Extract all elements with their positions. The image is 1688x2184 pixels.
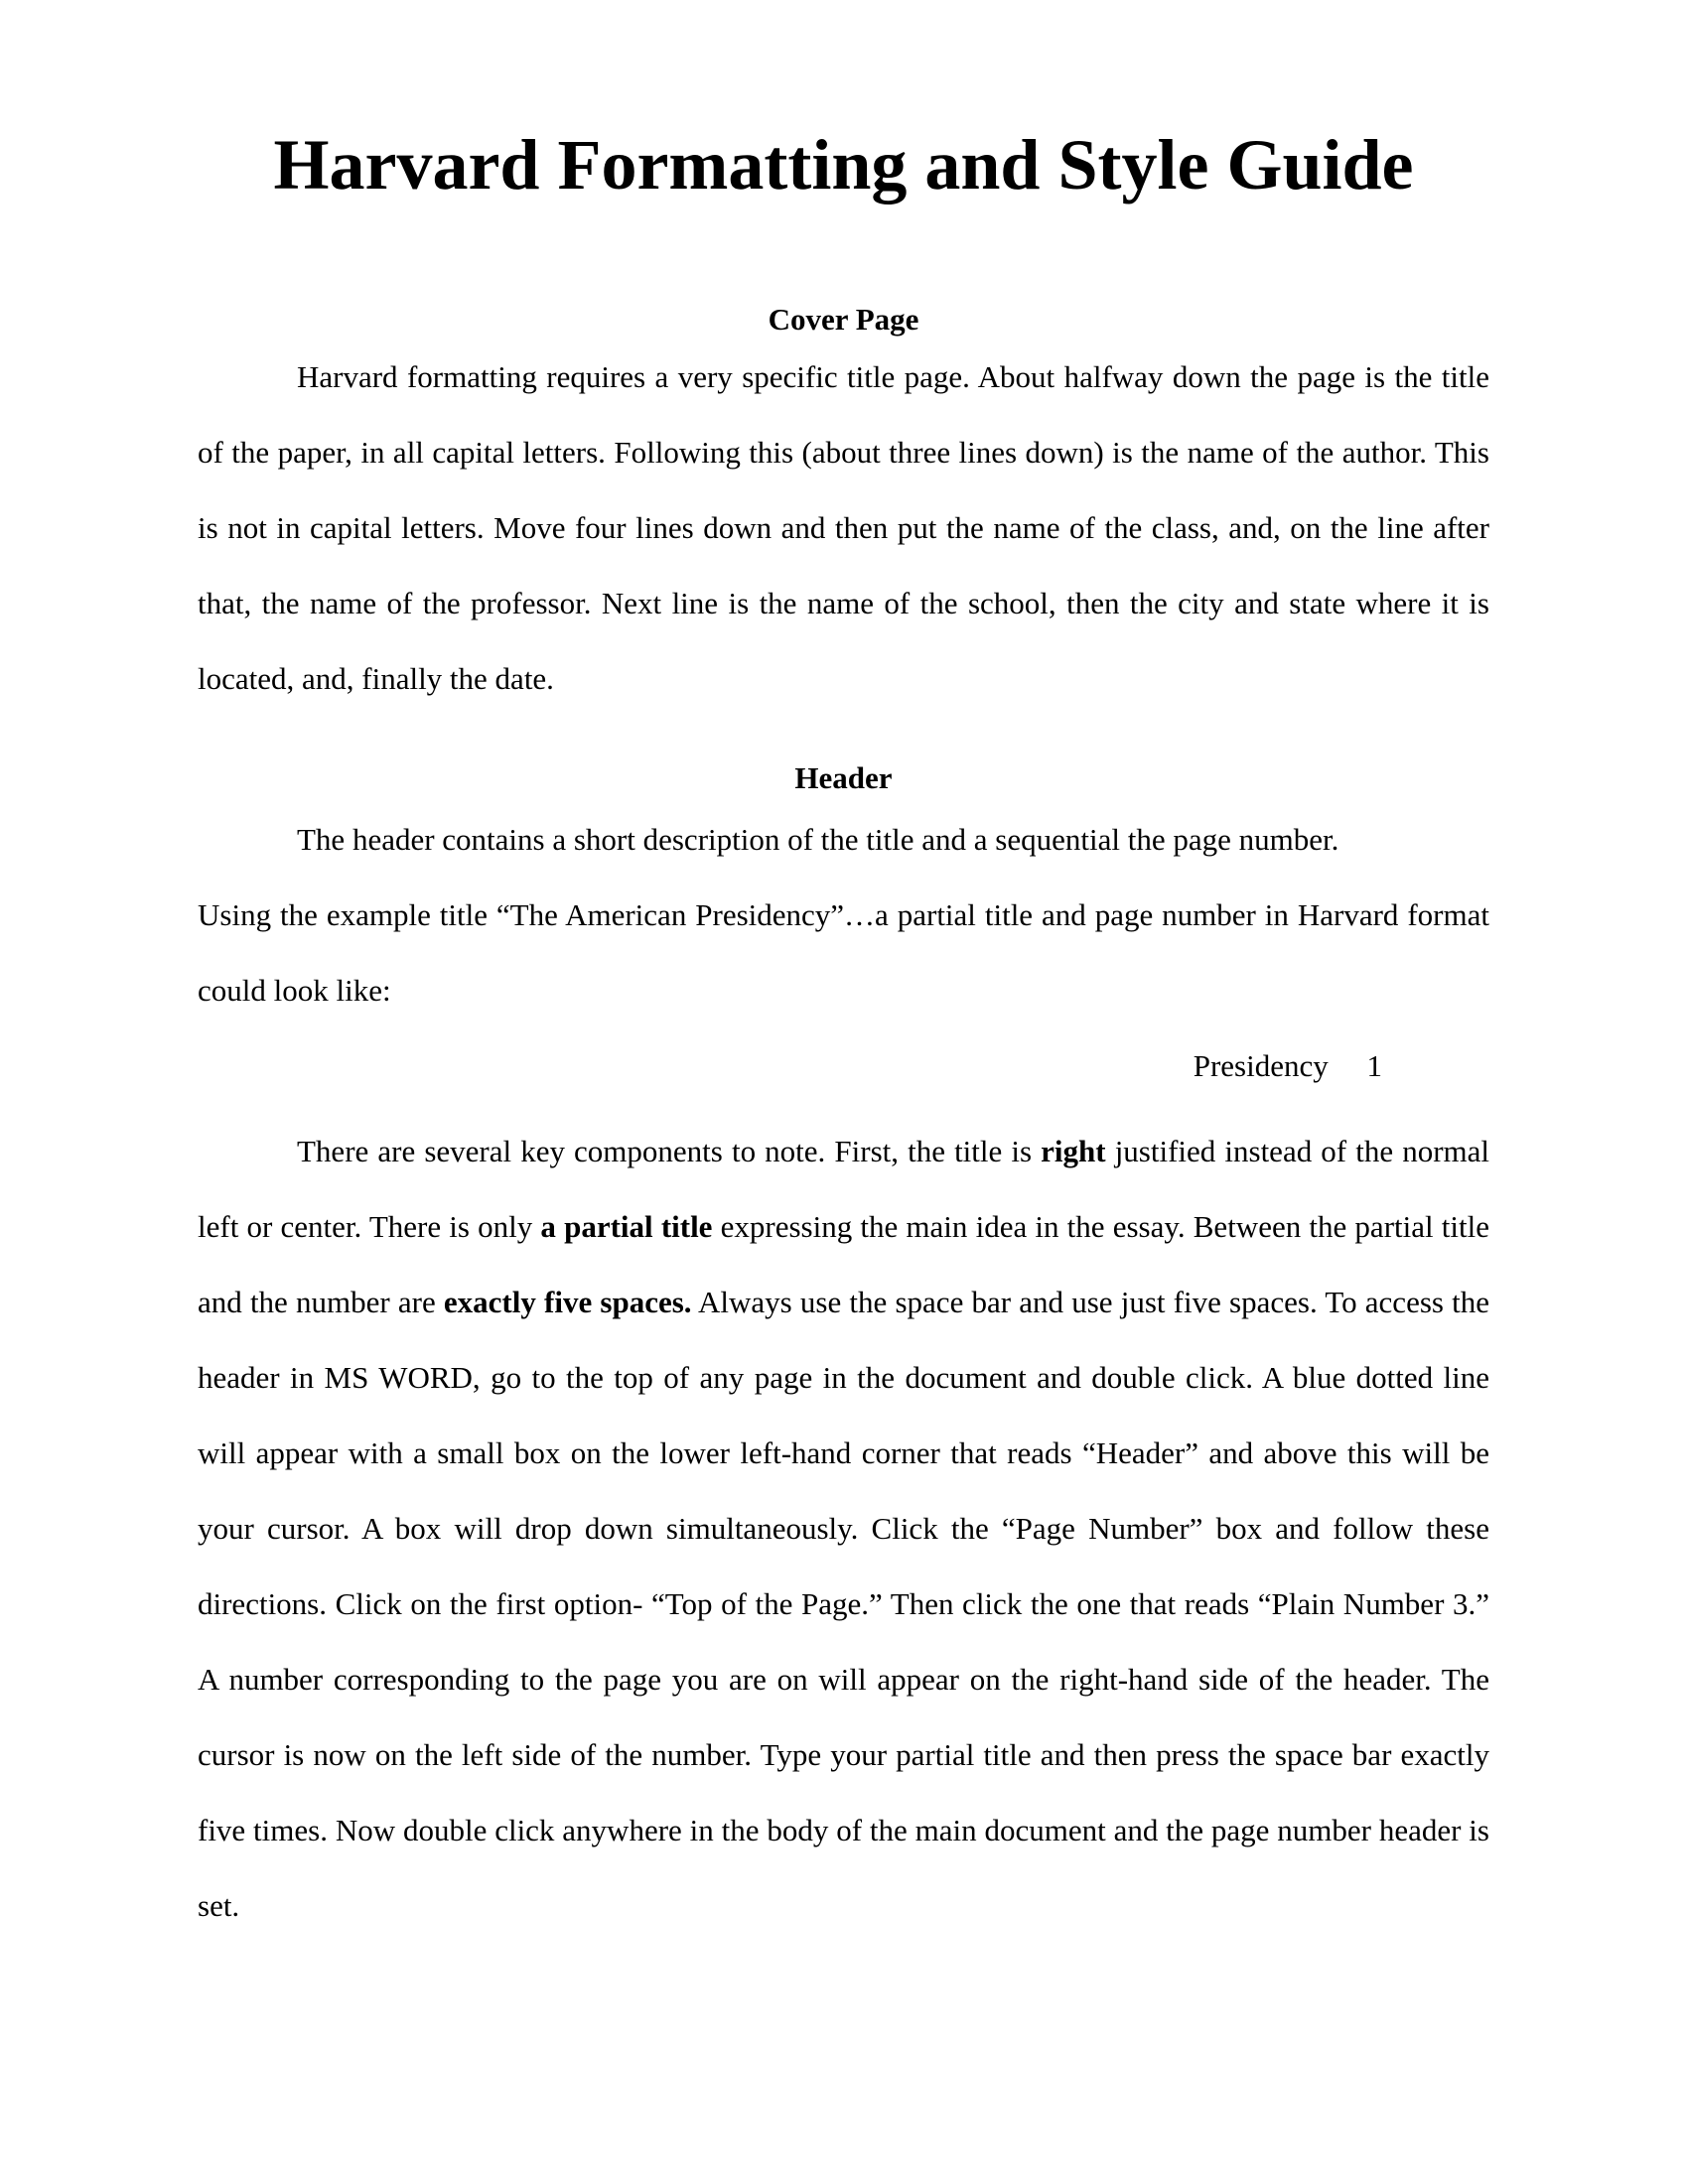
bold-phrase-exactly-five-spaces: exactly five spaces. (443, 1285, 692, 1319)
section-heading-cover-page: Cover Page (768, 302, 919, 337)
cover-page-paragraph: Harvard formatting requires a very specific title page. About halfway down the page is the title of the paper, in all capital letters. Following this (about three lines down) is the name of the author. This is not in capital letters. Move four lines down and then put the name of the class, and, on the line after that, the name of the professor. Next line is the name of the school, then the city and state where it is located, and, finally the date. (198, 359, 1489, 696)
section-heading-header: Header (794, 760, 893, 795)
key-components-run-2: justified instead of the normal left or center. There is only (198, 1134, 1489, 1244)
key-components-run-4: Always use the space bar and use just five spaces. To access the header in MS WORD, go to the top of any page in the document and double click. A blue dotted line will appear with a small box on the lower left-hand corner that reads “Header” and above this will be your cursor. A box will drop down simultaneously. Click the “Page Number” box and follow these directions. Click on the first option- “Top of the Page.” Then click the one that reads “Plain Number 3.” A number corresponding to the page you are on will appear on the right-hand side of the header. The cursor is now on the left side of the number. Type your partial title and then press the space bar exactly five times. Now double click anywhere in the body of the main document and the page number header is set. (198, 1285, 1490, 1923)
example-partial-title-and-page-number: Presidency 1 (1193, 1048, 1382, 1083)
document-title: Harvard Formatting and Style Guide (273, 125, 1414, 205)
header-paragraph (198, 802, 1489, 1028)
bold-phrase-a-partial-title: a partial title (540, 1209, 713, 1244)
example-page-header-line (198, 1028, 1489, 1104)
header-paragraph-line1: The header contains a short description of the title and a sequential the page number. (297, 822, 1339, 857)
bold-word-right: right (1041, 1134, 1106, 1168)
key-components-run-1: There are several key components to note. First, the title is (297, 1134, 1042, 1168)
header-paragraph-continuation: Using the example title “The American Presidency”…a partial title and page number in Harvard format could look like: (198, 897, 1489, 1008)
key-components-run-3: expressing the main idea in the essay. Between the partial title and the number are (198, 1209, 1489, 1319)
key-components-paragraph (198, 1114, 1489, 1944)
